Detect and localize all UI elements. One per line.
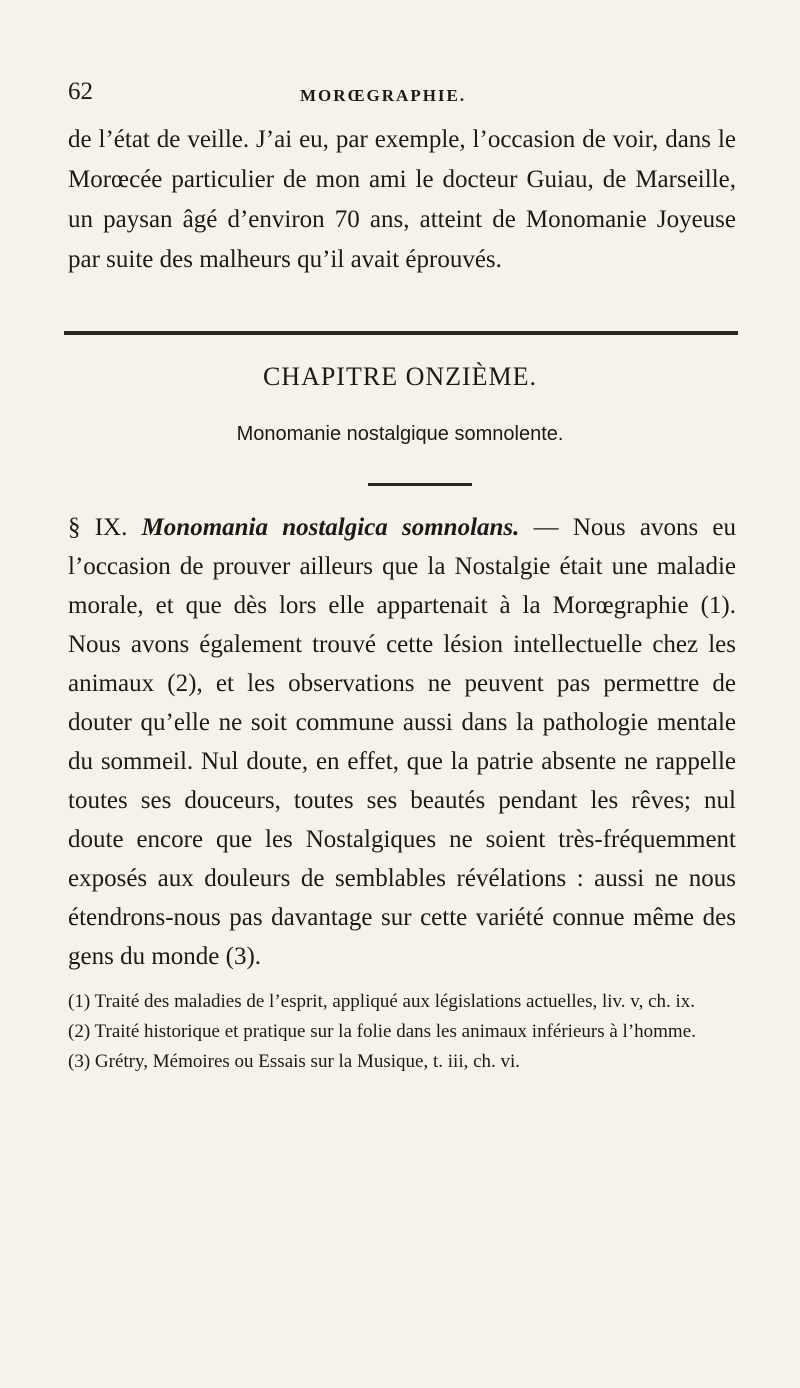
section-body: — Nous avons eu l’occasion de prouver ailleurs que la Nostalgie était une maladie morale, et que dès lors elle appartenait à la Morœgraphie (1). Nous avons également trouvé cette lésion intellectuelle chez les animaux (2), et les observations ne peuvent pas permettre de douter qu’elle ne soit commune aussi dans la pathologie mentale du sommeil. Nul doute, en effet, que la patrie absente ne rappelle toutes ses douceurs, toutes ses beautés pendant les rêves; nul doute encore que les Nostalgiques ne soient très-fréquemment exposés aux douleurs de semblables révélations : aussi ne nous étendrons-nous pas davantage sur cette variété connue même des gens du monde (3). bbox=[68, 514, 736, 970]
section-number: § IX. bbox=[68, 514, 128, 541]
section-rule bbox=[368, 483, 472, 486]
section-paragraph bbox=[68, 508, 736, 976]
intro-paragraph: de l’état de veille. J’ai eu, par exemple, l’occasion de voir, dans le Morœcée particulier de mon ami le docteur Guiau, de Marseille, un paysan âgé d’environ 70 ans, atteint de Monomanie Joyeuse par suite des malheurs qu’il avait éprouvés. bbox=[68, 126, 736, 273]
footnote: (1) Traité des maladies de l’esprit, appliqué aux législations actuelles, liv. v, ch. ix. bbox=[68, 991, 696, 1012]
footnote: (3) Grétry, Mémoires ou Essais sur la Musique, t. iii, ch. vi. bbox=[68, 1051, 521, 1072]
chapter-subtitle: Monomanie nostalgique somnolente. bbox=[236, 423, 564, 445]
section-latin-title: Monomania nostalgica somnolans. bbox=[141, 514, 520, 541]
page-number: 62 bbox=[68, 78, 93, 105]
footnote: (2) Traité historique et pratique sur la folie dans les animaux inférieurs à l’homme. bbox=[68, 1021, 696, 1042]
chapter-rule bbox=[64, 331, 738, 335]
chapter-title: CHAPITRE ONZIÈME. bbox=[262, 362, 538, 391]
footnotes bbox=[68, 988, 736, 1078]
running-head: MORŒGRAPHIE. bbox=[300, 86, 467, 105]
